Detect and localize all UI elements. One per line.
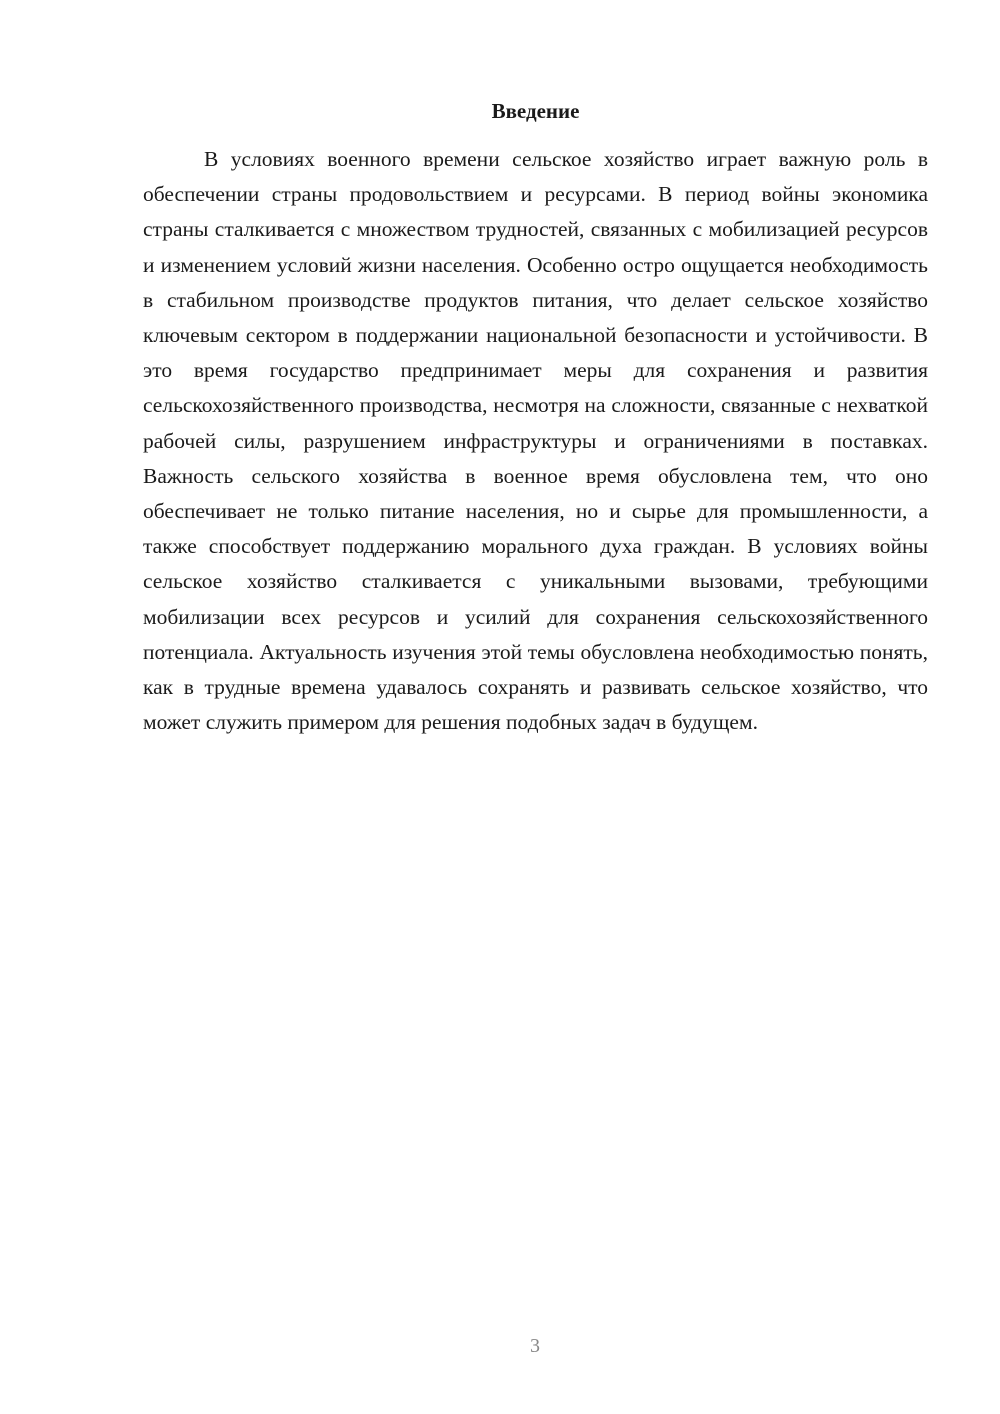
page-number: 3 [530, 1335, 540, 1357]
section-heading: Введение [491, 99, 580, 123]
body-paragraph: В условиях военного времени сельское хозяйство играет важную роль в обеспечении страны продовольствием и ресурсами. В период войны экономика страны сталкивается с множеством трудностей, связанных с мобилизацией ресурсов и изменением условий жизни населения. Особенно остро ощущается необходимость в стабильном производстве продуктов питания, что делает сельское хозяйство ключевым сектором в поддержании национальной безопасности и устойчивости. В это время государство предпринимает меры для сохранения и развития сельскохозяйственного производства, несмотря на сложности, связанные с нехваткой рабочей силы, разрушением инфраструктуры и ограничениями в поставках. Важность сельского хозяйства в военное время обусловлена тем, что оно обеспечивает не только питание населения, но и сырье для промышленности, а также способствует поддержанию морального духа граждан. В условиях войны сельское хозяйство сталкивается с уникальными вызовами, требующими мобилизации всех ресурсов и усилий для сохранения сельскохозяйственного потенциала. Актуальность изучения этой темы обусловлена необходимостью понять, как в трудные времена удавалось сохранять и развивать сельское хозяйство, что может служить примером для решения подобных задач в будущем. [143, 147, 928, 735]
